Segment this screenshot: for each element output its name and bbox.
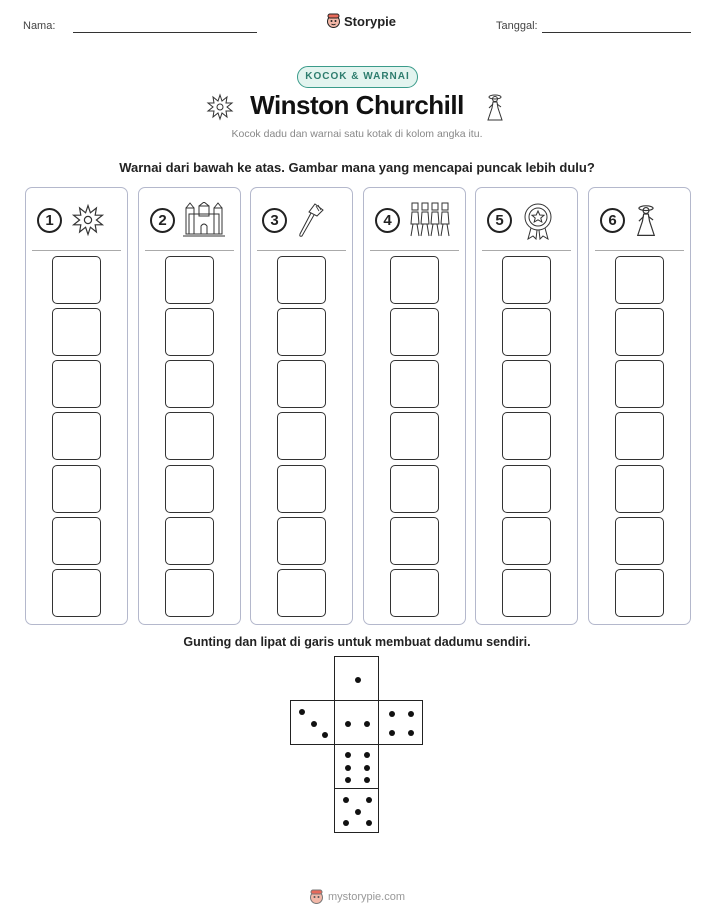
color-box[interactable] <box>615 308 664 356</box>
column-divider <box>370 250 459 251</box>
column-3 <box>250 187 353 625</box>
column-1 <box>25 187 128 625</box>
column-number: 1 <box>37 208 62 233</box>
color-box[interactable] <box>615 517 664 565</box>
storypie-mascot-icon <box>309 889 324 905</box>
column-divider <box>145 250 234 251</box>
dice-pip <box>345 752 351 758</box>
column-number: 6 <box>600 208 625 233</box>
dice-face-5 <box>334 788 379 833</box>
dice-face-2 <box>334 700 379 745</box>
brand-name: Storypie <box>344 13 397 29</box>
column-5 <box>475 187 578 625</box>
color-box[interactable] <box>390 308 439 356</box>
column-divider <box>482 250 571 251</box>
footer <box>309 889 405 905</box>
dice-pip <box>408 711 414 717</box>
color-box[interactable] <box>277 308 326 356</box>
column-divider <box>257 250 346 251</box>
lady-icon <box>633 202 659 243</box>
instruction-text: Warnai dari bawah ke atas. Gambar mana yang mencapai puncak lebih dulu? <box>119 160 595 175</box>
dice-pip <box>343 820 349 826</box>
dice-pip <box>345 777 351 783</box>
column-number: 5 <box>487 208 512 233</box>
color-box[interactable] <box>165 569 214 617</box>
castle-icon <box>183 202 225 243</box>
color-box[interactable] <box>502 256 551 304</box>
color-box[interactable] <box>52 308 101 356</box>
dice-pip <box>364 765 370 771</box>
color-box[interactable] <box>615 360 664 408</box>
name-line[interactable] <box>73 32 257 33</box>
color-box[interactable] <box>277 412 326 460</box>
splat-icon <box>70 202 106 243</box>
dice-pip <box>345 765 351 771</box>
dice-pip <box>408 730 414 736</box>
color-box[interactable] <box>165 360 214 408</box>
color-box[interactable] <box>502 517 551 565</box>
dice-face-4 <box>378 700 423 745</box>
color-box[interactable] <box>502 308 551 356</box>
column-6 <box>588 187 691 625</box>
dice-pip <box>322 732 328 738</box>
dice-pip <box>355 809 361 815</box>
color-box[interactable] <box>165 256 214 304</box>
column-divider <box>595 250 684 251</box>
lady-icon <box>484 92 506 122</box>
color-box[interactable] <box>390 569 439 617</box>
dice-face-6 <box>334 744 379 789</box>
color-box[interactable] <box>165 412 214 460</box>
medal-icon <box>520 202 556 245</box>
color-box[interactable] <box>277 360 326 408</box>
column-divider <box>32 250 121 251</box>
brand-logo <box>326 13 396 29</box>
dice-face-3 <box>290 700 335 745</box>
storypie-mascot-icon <box>326 13 341 29</box>
color-box[interactable] <box>277 569 326 617</box>
column-number: 3 <box>262 208 287 233</box>
color-box[interactable] <box>52 517 101 565</box>
dice-pip <box>389 711 395 717</box>
color-box[interactable] <box>52 412 101 460</box>
dice-pip <box>389 730 395 736</box>
dice-face-1 <box>334 656 379 701</box>
color-box[interactable] <box>277 517 326 565</box>
color-box[interactable] <box>615 412 664 460</box>
color-box[interactable] <box>52 569 101 617</box>
color-box[interactable] <box>502 412 551 460</box>
color-box[interactable] <box>615 465 664 513</box>
color-box[interactable] <box>52 360 101 408</box>
cut-instruction: Gunting dan lipat di garis untuk membuat dadumu sendiri. <box>183 635 531 649</box>
color-box[interactable] <box>390 412 439 460</box>
color-box[interactable] <box>277 256 326 304</box>
dice-pip <box>345 721 351 727</box>
column-number: 4 <box>375 208 400 233</box>
color-box[interactable] <box>165 465 214 513</box>
color-box[interactable] <box>502 465 551 513</box>
color-box[interactable] <box>502 360 551 408</box>
color-box[interactable] <box>390 465 439 513</box>
color-box[interactable] <box>390 256 439 304</box>
dice-pip <box>343 797 349 803</box>
color-box[interactable] <box>52 465 101 513</box>
dice-pip <box>366 820 372 826</box>
color-box[interactable] <box>502 569 551 617</box>
dice-pip <box>299 709 305 715</box>
paintbrush-icon <box>295 202 325 243</box>
subtitle: Kocok dadu dan warnai satu kotak di kolom angka itu. <box>231 128 483 140</box>
date-label: Tanggal: <box>496 20 538 32</box>
color-box[interactable] <box>390 360 439 408</box>
column-4 <box>363 187 466 625</box>
color-box[interactable] <box>615 256 664 304</box>
column-2 <box>138 187 241 625</box>
activity-tag: KOCOK & WARNAI <box>297 66 418 88</box>
color-box[interactable] <box>615 569 664 617</box>
column-number: 2 <box>150 208 175 233</box>
color-box[interactable] <box>277 465 326 513</box>
page-title: Winston Churchill <box>250 90 464 120</box>
footer-url[interactable]: mystorypie.com <box>328 891 406 903</box>
dice-pip <box>364 721 370 727</box>
dice-pip <box>364 752 370 758</box>
color-box[interactable] <box>52 256 101 304</box>
dice-pip <box>355 677 361 683</box>
date-line[interactable] <box>542 32 691 33</box>
dice-pip <box>311 721 317 727</box>
soldiers-icon <box>408 202 454 243</box>
color-box[interactable] <box>390 517 439 565</box>
dice-pip <box>366 797 372 803</box>
name-label: Nama: <box>23 20 56 32</box>
dice-pip <box>364 777 370 783</box>
color-box[interactable] <box>165 308 214 356</box>
color-box[interactable] <box>165 517 214 565</box>
